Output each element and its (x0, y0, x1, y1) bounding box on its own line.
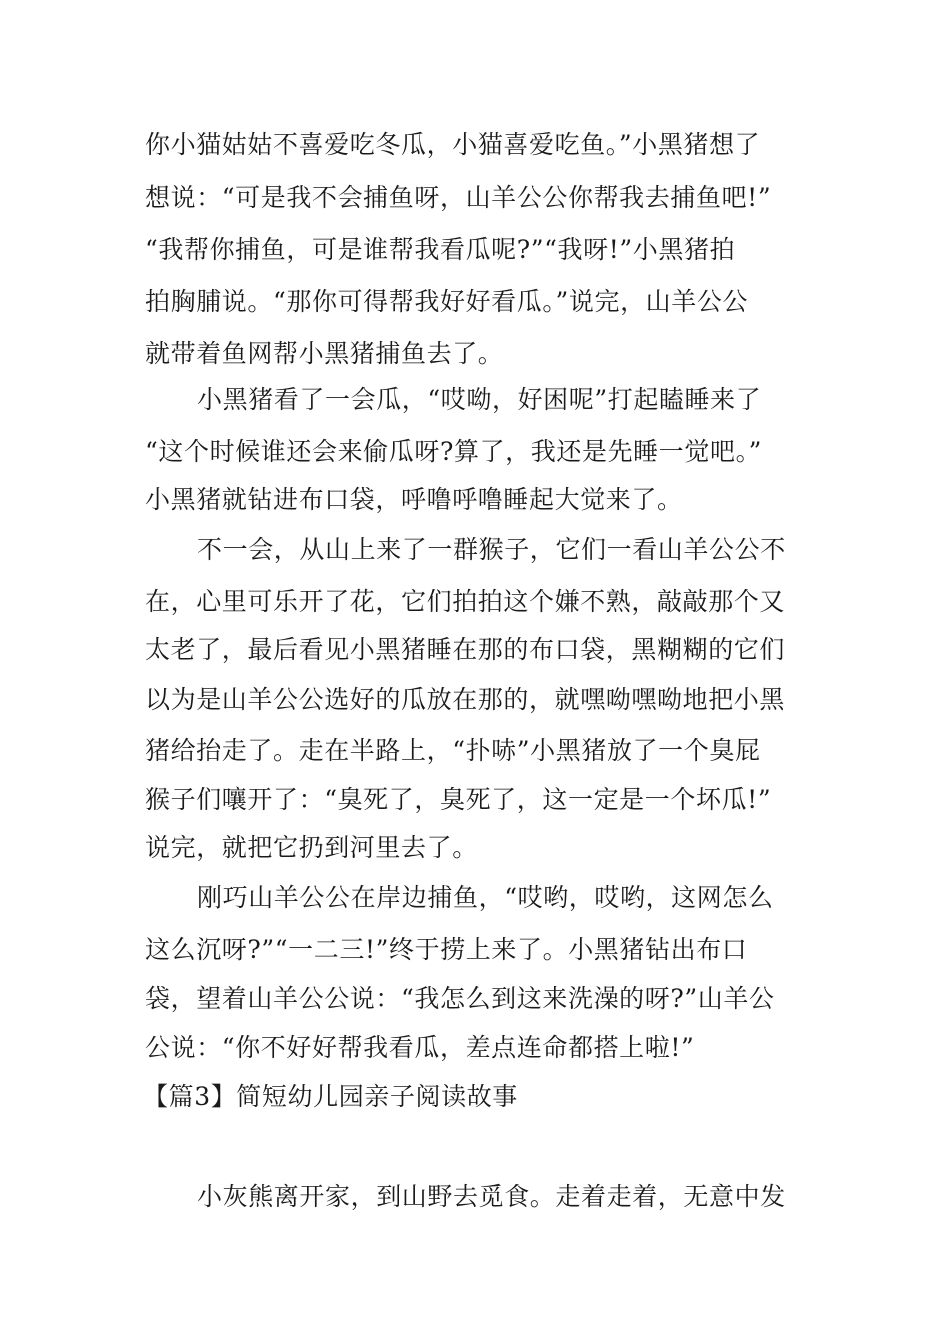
paragraph-3-line-3: 太老了，最后看见小黑猪睡在那的布口袋，黑糊糊的它们 (145, 635, 786, 664)
paragraph-3-line-7: 说完，就把它扔到河里去了。 (145, 833, 478, 862)
paragraph-3-line-4: 以为是山羊公公选好的瓜放在那的，就嘿呦嘿呦地把小黑 (145, 685, 786, 714)
paragraph-1-line-1: 你小猫姑姑不喜爱吃冬瓜，小猫喜爱吃鱼。”小黑猪想了 (145, 130, 761, 159)
paragraph-3-line-2: 在，心里可乐开了花，它们拍拍这个嫌不熟，敲敲那个又 (145, 587, 786, 616)
paragraph-1-line-2: 想说：“可是我不会捕鱼呀，山羊公公你帮我去捕鱼吧!” (145, 183, 772, 212)
paragraph-3-line-6: 猴子们嚷开了：“臭死了，臭死了，这一定是一个坏瓜!” (145, 785, 772, 814)
paragraph-1-line-3: “我帮你捕鱼，可是谁帮我看瓜呢?”“我呀!”小黑猪拍 (145, 235, 736, 264)
paragraph-1-line-4: 拍胸脯说。“那你可得帮我好好看瓜。”说完，山羊公公 (145, 287, 749, 316)
section-heading: 【篇3】简短幼儿园亲子阅读故事 (143, 1082, 518, 1111)
paragraph-4-line-1: 刚巧山羊公公在岸边捕鱼，“哎哟，哎哟，这网怎么 (197, 883, 774, 912)
paragraph-4-line-3: 袋，望着山羊公公说：“我怎么到这来洗澡的呀?”山羊公 (145, 984, 775, 1013)
paragraph-4-line-2: 这么沉呀?”“一二三!”终于捞上来了。小黑猪钻出布口 (145, 935, 748, 964)
paragraph-2-line-2: “这个时候谁还会来偷瓜呀?算了，我还是先睡一觉吧。” (145, 437, 763, 466)
paragraph-3-line-1: 不一会，从山上来了一群猴子，它们一看山羊公公不 (197, 535, 786, 564)
paragraph-1-line-5: 就带着鱼网帮小黑猪捕鱼去了。 (145, 339, 504, 368)
paragraph-2-line-1: 小黑猪看了一会瓜，“哎呦，好困呢”打起瞌睡来了 (197, 385, 762, 414)
paragraph-4-line-4: 公说：“你不好好帮我看瓜，差点连命都搭上啦!” (145, 1033, 695, 1062)
paragraph-3-line-5: 猪给抬走了。走在半路上，“扑哧”小黑猪放了一个臭屁 (145, 736, 761, 765)
paragraph-2-line-3: 小黑猪就钻进布口袋，呼噜呼噜睡起大觉来了。 (145, 485, 683, 514)
paragraph-5-line-1: 小灰熊离开家，到山野去觅食。走着走着，无意中发 (197, 1182, 786, 1211)
